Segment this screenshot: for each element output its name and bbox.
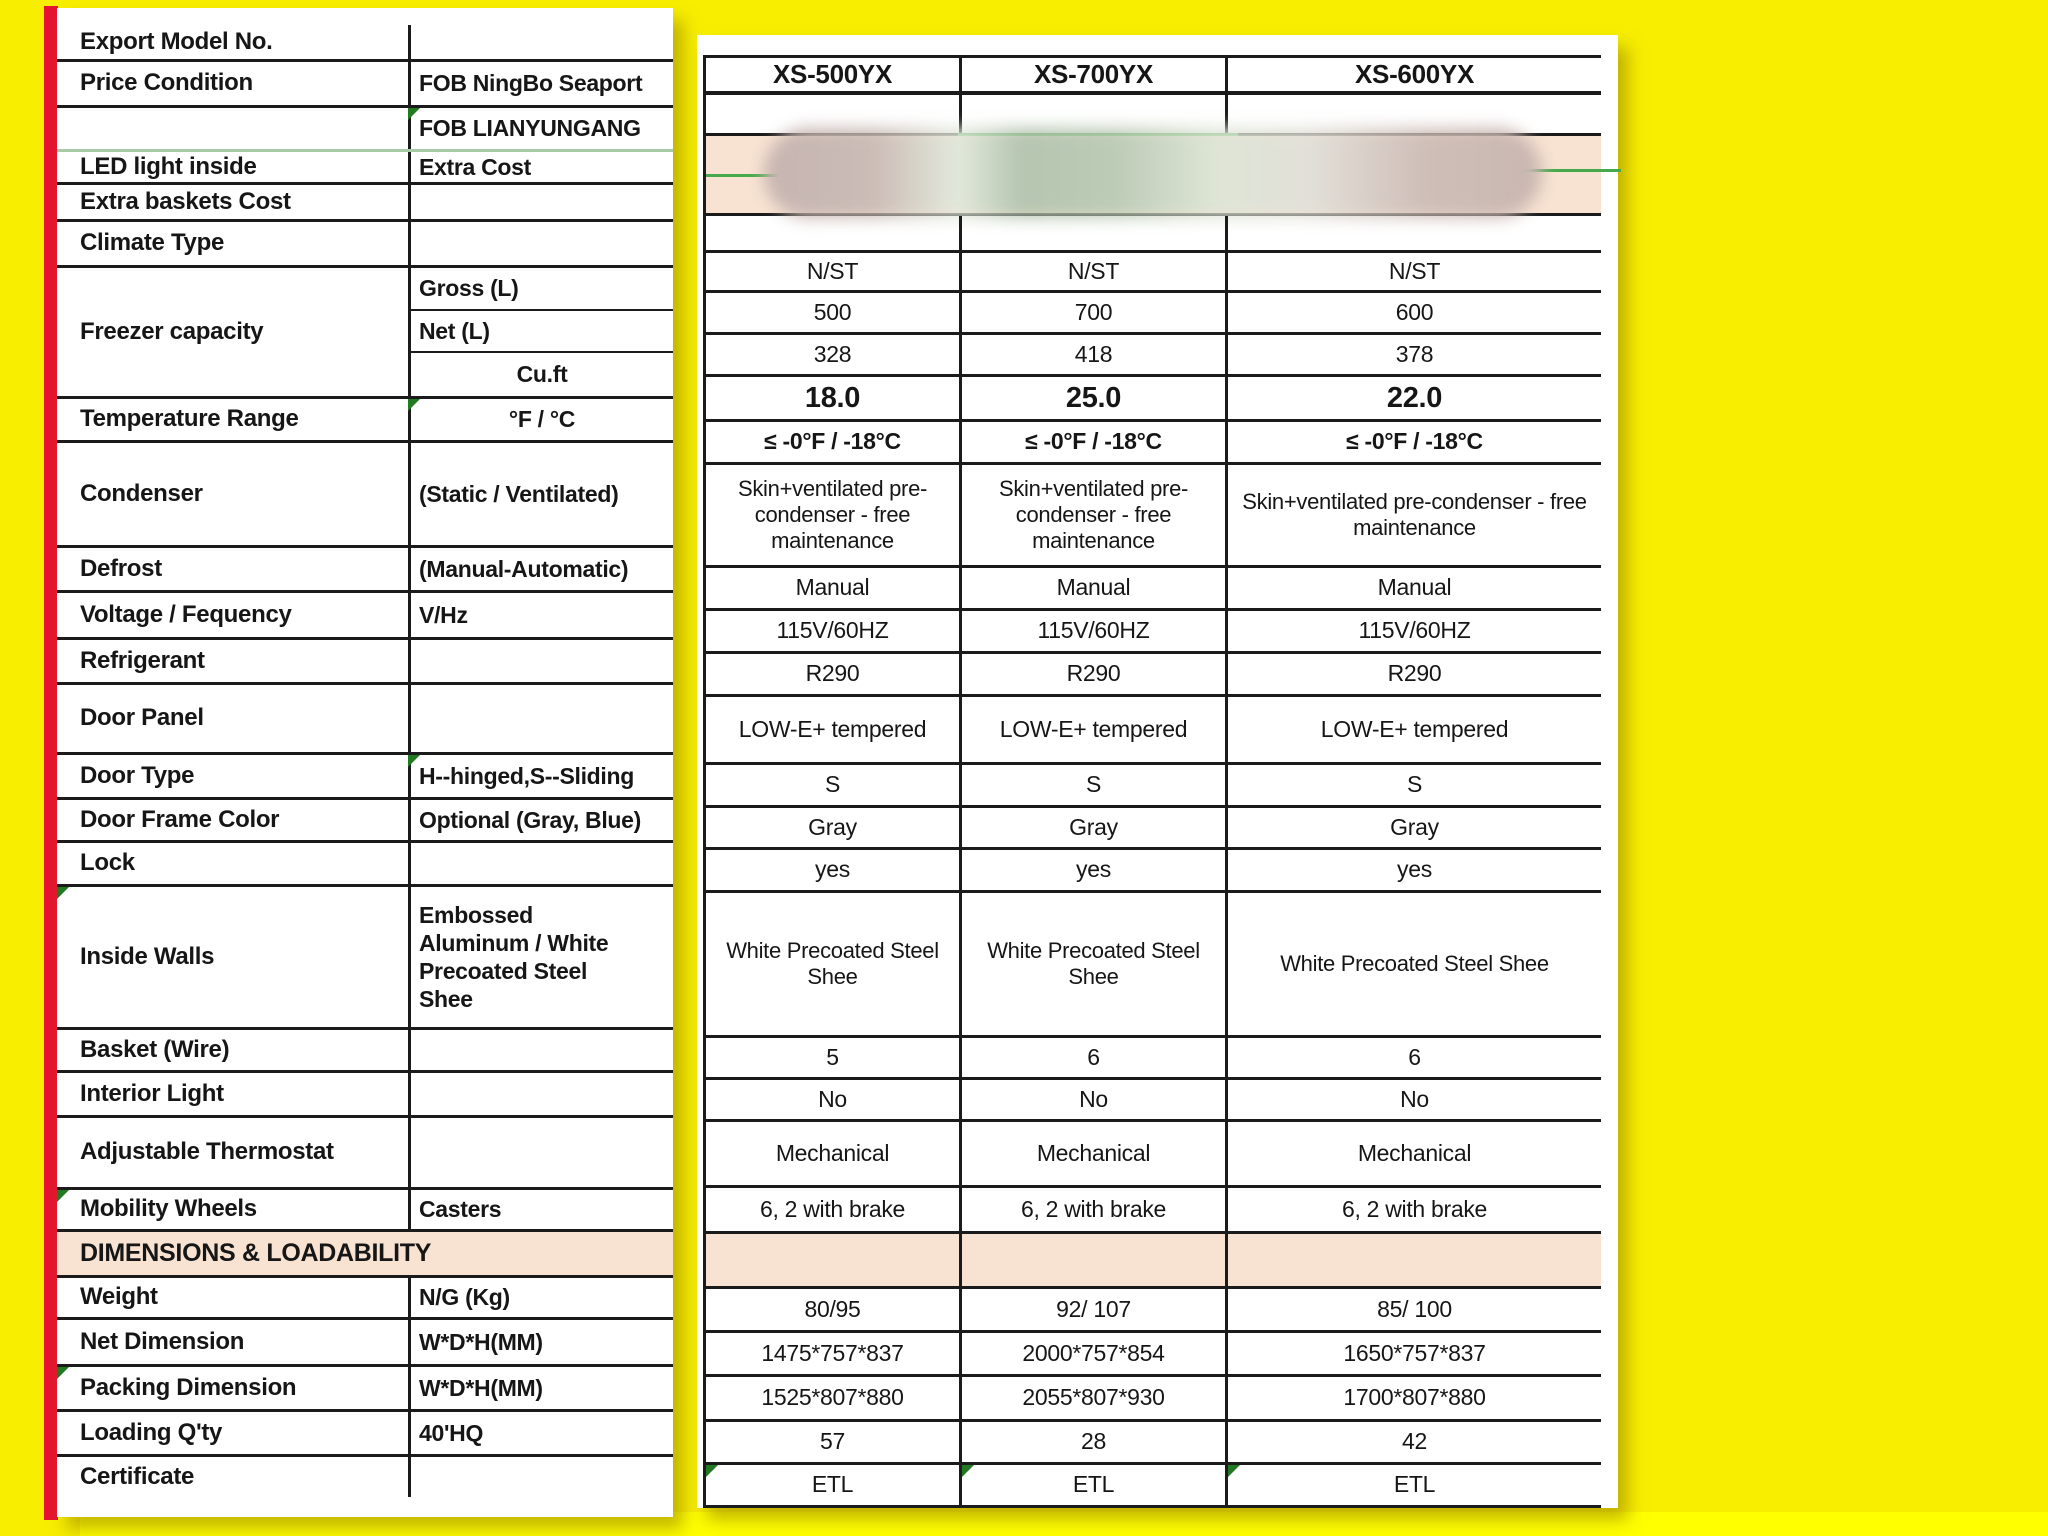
row-certificate <box>706 1465 1601 1508</box>
cell-value: 57 <box>820 1428 845 1455</box>
cell-value: 6, 2 with brake <box>759 1195 906 1222</box>
row-label: Refrigerant <box>80 646 205 674</box>
section-title: DIMENSIONS & LOADABILITY <box>80 1238 432 1267</box>
table-row-condenser <box>57 443 673 548</box>
row-net-capacity <box>706 335 1601 377</box>
cell-value: 6 <box>959 1038 1225 1077</box>
cell-value: LOW-E+ tempered <box>959 697 1225 762</box>
table-row-mobility-wheels <box>57 1190 673 1232</box>
section-header-dimensions <box>57 1232 673 1278</box>
row-label: Certificate <box>80 1462 195 1490</box>
row-label: Temperature Range <box>80 405 299 433</box>
row-label: Extra baskets Cost <box>80 187 291 215</box>
row-label: Climate Type <box>80 229 224 257</box>
row-temperature-range <box>706 422 1601 465</box>
models-table <box>703 55 1601 1508</box>
cell-value: 6, 2 with brake <box>1225 1188 1601 1231</box>
row-weight <box>706 1289 1601 1333</box>
cell-value: ≤ -0°F / -18°C <box>1225 422 1601 462</box>
row-label: Loading Q'ty <box>80 1418 223 1446</box>
table-row-packing-dimension <box>57 1367 673 1412</box>
cell-value: White Precoated Steel Shee <box>726 938 939 989</box>
row-value <box>408 222 673 265</box>
row-value <box>408 1073 673 1115</box>
row-adjustable-thermostat <box>706 1122 1601 1188</box>
cell-value: R290 <box>805 660 860 687</box>
table-row-voltage <box>57 593 673 640</box>
cell-value: 22.0 <box>1225 377 1601 419</box>
row-cuft-capacity <box>706 377 1601 422</box>
cell-value: No <box>959 1080 1225 1119</box>
capacity-units-column <box>408 268 673 396</box>
row-condenser <box>706 465 1601 568</box>
table-row-certificate <box>57 1457 673 1497</box>
row-value <box>408 843 673 884</box>
cell-value: Mechanical <box>1225 1122 1601 1185</box>
row-value <box>408 1030 673 1070</box>
excel-flag-icon <box>408 108 420 120</box>
cell-value: 28 <box>959 1422 1225 1462</box>
row-label: Export Model No. <box>80 27 273 55</box>
blurred-price-content <box>764 128 1542 218</box>
section-spacer-row <box>706 1234 1601 1289</box>
row-label: Price Condition <box>80 69 253 97</box>
table-row-net-dimension <box>57 1320 673 1367</box>
row-value: FOB LIANYUNGANG <box>408 108 673 149</box>
row-basket-wire <box>706 1038 1601 1080</box>
row-value <box>408 185 673 219</box>
table-row-door-type <box>57 755 673 800</box>
model-name: XS-500YX <box>772 59 892 90</box>
row-label: Adjustable Thermostat <box>80 1138 334 1166</box>
cell-value: N/ST <box>959 253 1225 290</box>
table-row-lock <box>57 843 673 887</box>
row-packing-dimension <box>706 1377 1601 1422</box>
cell-value: 42 <box>1225 1422 1601 1462</box>
model-header-row <box>706 58 1601 95</box>
table-row-defrost <box>57 548 673 593</box>
table-row-interior-light <box>57 1073 673 1118</box>
table-row-freezer-capacity <box>57 268 673 399</box>
row-label: Door Frame Color <box>80 805 280 833</box>
row-value: N/G (Kg) <box>408 1278 673 1317</box>
table-row-door-frame-color <box>57 800 673 843</box>
row-label: Inside Walls <box>80 942 215 970</box>
row-interior-light <box>706 1080 1601 1122</box>
row-label: Door Type <box>80 761 195 789</box>
cell-value: White Precoated Steel Shee <box>959 893 1225 1035</box>
row-defrost <box>706 568 1601 611</box>
model-name: XS-700YX <box>959 58 1225 91</box>
cell-value: 6 <box>1225 1038 1601 1077</box>
unit-cuft: Cu.ft <box>516 361 568 388</box>
row-value: °F / °C <box>408 399 673 440</box>
cell-value: yes <box>959 850 1225 890</box>
cell-value: 1525*807*880 <box>761 1384 904 1411</box>
cell-value: LOW-E+ tempered <box>738 715 927 742</box>
row-label <box>57 108 408 149</box>
row-value: (Static / Ventilated) <box>408 443 673 545</box>
cell-value: Mechanical <box>959 1122 1225 1185</box>
cell-value: N/ST <box>1225 253 1601 290</box>
row-label: Condenser <box>80 479 203 507</box>
cell-value: 25.0 <box>959 377 1225 419</box>
row-value: V/Hz <box>408 593 673 637</box>
cell-value: Gray <box>808 813 857 840</box>
row-gross-capacity <box>706 293 1601 335</box>
excel-flag-icon <box>408 755 420 767</box>
cell-value: 6, 2 with brake <box>959 1188 1225 1231</box>
table-row-door-panel <box>57 685 673 755</box>
row-value: Embossed Aluminum / White Precoated Steel Shee <box>408 887 673 1027</box>
cell-value: 2055*807*930 <box>959 1377 1225 1419</box>
table-row-export-model <box>57 25 673 62</box>
cell-value: Skin+ventilated pre-condenser - free maintenance <box>959 465 1225 565</box>
row-label: Basket (Wire) <box>80 1035 230 1063</box>
excel-flag-icon <box>962 1465 974 1477</box>
spec-labels-table <box>57 25 673 1497</box>
row-lock <box>706 850 1601 893</box>
cell-value: N/ST <box>806 257 859 284</box>
cell-value: ETL <box>959 1465 1225 1505</box>
cell-value: 1475*757*837 <box>761 1339 904 1366</box>
table-row-basket-wire <box>57 1030 673 1073</box>
row-value <box>408 685 673 752</box>
row-value: (Manual-Automatic) <box>408 548 673 590</box>
row-label: Voltage / Fequency <box>80 600 292 628</box>
row-label: Net Dimension <box>80 1327 245 1355</box>
row-label: Mobility Wheels <box>80 1195 257 1223</box>
cell-value: Gray <box>1225 808 1601 847</box>
row-value: Extra Cost <box>408 152 673 182</box>
cell-value: Manual <box>959 568 1225 608</box>
cell-value: 500 <box>813 298 852 325</box>
row-value: W*D*H(MM) <box>408 1367 673 1409</box>
row-door-panel <box>706 697 1601 765</box>
row-net-dimension <box>706 1333 1601 1377</box>
excel-flag-icon <box>57 1367 69 1379</box>
cell-value: No <box>818 1085 847 1112</box>
cell-value: 85/ 100 <box>1225 1289 1601 1330</box>
cell-value: S <box>959 765 1225 805</box>
model-name: XS-600YX <box>1225 58 1601 91</box>
row-label: Freezer capacity <box>80 317 264 345</box>
cell-value: 378 <box>1225 335 1601 374</box>
cell-value: R290 <box>959 654 1225 694</box>
cell-value: 700 <box>959 293 1225 332</box>
cell-value: S <box>824 771 841 798</box>
cell-value: 115V/60HZ <box>776 617 889 644</box>
row-label: Door Panel <box>80 704 204 732</box>
row-value: H--hinged,S--Sliding <box>408 755 673 797</box>
row-loading-qty <box>706 1422 1601 1465</box>
models-panel <box>697 35 1618 1508</box>
row-voltage <box>706 611 1601 654</box>
row-label: Packing Dimension <box>80 1373 297 1401</box>
row-label: LED light inside <box>80 152 257 180</box>
excel-flag-icon <box>57 1190 69 1202</box>
empty-row <box>706 216 1601 253</box>
row-value <box>408 1118 673 1187</box>
table-row-climate-type <box>57 222 673 268</box>
table-row-extra-baskets <box>57 185 673 222</box>
excel-flag-icon <box>1228 1465 1240 1477</box>
row-door-type <box>706 765 1601 808</box>
cell-value: 2000*757*854 <box>959 1333 1225 1374</box>
row-value <box>408 1457 673 1497</box>
cell-value: 18.0 <box>804 381 861 414</box>
left-red-strip <box>44 6 58 1520</box>
cell-value: 115V/60HZ <box>1225 611 1601 651</box>
cell-value: 418 <box>959 335 1225 374</box>
cell-value: Skin+ventilated pre-condenser - free maintenance <box>737 476 928 553</box>
cell-value: 328 <box>813 340 852 367</box>
unit-net: Net (L) <box>411 311 673 353</box>
row-value: FOB NingBo Seaport <box>408 62 673 105</box>
cell-value: S <box>1225 765 1601 805</box>
table-row-adjustable-thermostat <box>57 1118 673 1190</box>
redacted-pricing-row <box>706 136 1601 216</box>
table-row-loading-qty <box>57 1412 673 1457</box>
table-row-refrigerant <box>57 640 673 685</box>
cell-value: Mechanical <box>775 1139 890 1166</box>
table-row-led-light <box>57 152 673 185</box>
row-inside-walls <box>706 893 1601 1038</box>
row-door-frame-color <box>706 808 1601 850</box>
cell-value: 1650*757*837 <box>1225 1333 1601 1374</box>
cell-value: 5 <box>826 1043 839 1070</box>
row-value <box>408 25 673 59</box>
cell-value: White Precoated Steel Shee <box>1225 893 1601 1035</box>
cell-value: LOW-E+ tempered <box>1225 697 1601 762</box>
cell-value: R290 <box>1225 654 1601 694</box>
table-row-weight <box>57 1278 673 1320</box>
row-mobility-wheels <box>706 1188 1601 1234</box>
row-label: Weight <box>80 1283 158 1311</box>
row-label: Defrost <box>80 554 162 582</box>
cell-value: Skin+ventilated pre-condenser - free maintenance <box>1225 465 1601 565</box>
row-label: Lock <box>80 849 135 877</box>
spec-labels-panel <box>57 8 673 1517</box>
cell-value: yes <box>815 856 850 883</box>
table-row-price-condition <box>57 62 673 108</box>
row-value: 40'HQ <box>408 1412 673 1454</box>
cell-value: Manual <box>1225 568 1601 608</box>
row-value: Optional (Gray, Blue) <box>408 800 673 840</box>
excel-flag-icon <box>706 1465 718 1477</box>
cell-value: ETL <box>1225 1465 1601 1505</box>
excel-flag-icon <box>408 399 420 411</box>
cell-value: 80/95 <box>804 1295 861 1322</box>
cell-value: 1700*807*880 <box>1225 1377 1601 1419</box>
cell-value: ETL <box>706 1465 959 1505</box>
row-value: Casters <box>408 1190 673 1229</box>
cell-value: Gray <box>959 808 1225 847</box>
table-row-price-condition-2 <box>57 108 673 152</box>
table-row-temperature-range <box>57 399 673 443</box>
row-value: W*D*H(MM) <box>408 1320 673 1364</box>
cell-value: 92/ 107 <box>959 1289 1225 1330</box>
unit-gross: Gross (L) <box>411 268 673 311</box>
row-value <box>408 640 673 682</box>
cell-value: No <box>1225 1080 1601 1119</box>
row-climate-type <box>706 253 1601 293</box>
table-row-inside-walls <box>57 887 673 1030</box>
excel-flag-icon <box>57 887 69 899</box>
cell-value: ≤ -0°F / -18°C <box>959 422 1225 462</box>
row-label: Interior Light <box>80 1079 224 1107</box>
cell-value: Manual <box>795 574 870 601</box>
cell-value: 600 <box>1225 293 1601 332</box>
cell-value: yes <box>1225 850 1601 890</box>
cell-value: ≤ -0°F / -18°C <box>764 428 901 455</box>
cell-value: 115V/60HZ <box>959 611 1225 651</box>
row-refrigerant <box>706 654 1601 697</box>
